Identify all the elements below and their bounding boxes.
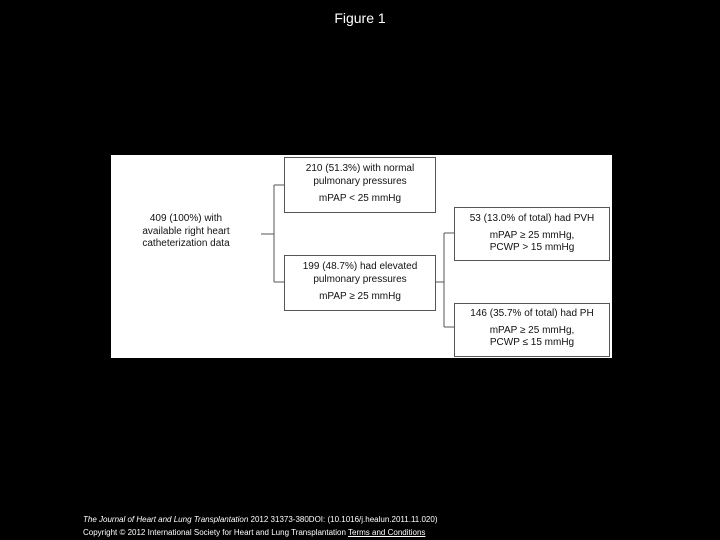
ph-criteria-2: PCWP ≤ 15 mmHg <box>489 337 575 348</box>
root-line-2: available right heart <box>142 225 230 237</box>
elevated-pressures-node <box>284 255 436 311</box>
citation <box>83 513 437 539</box>
journal-name: The Journal of Heart and Lung Transplantation <box>83 515 249 524</box>
citation-line-2 <box>83 526 437 539</box>
pvh-heading: 53 (13.0% of total) had PVH <box>469 213 595 224</box>
pvh-node <box>454 207 610 261</box>
ph-node <box>454 303 610 357</box>
root-node <box>111 205 261 265</box>
citation-line-1 <box>83 513 437 526</box>
normal-pressures-node <box>284 157 436 213</box>
slide-title: Figure 1 <box>334 10 386 26</box>
elevated-line-2: pulmonary pressures <box>313 273 407 285</box>
pvh-criteria-2: PCWP > 15 mmHg <box>489 242 575 253</box>
elevated-criteria: mPAP ≥ 25 mmHg <box>319 291 401 302</box>
root-line-3: catheterization data <box>142 238 230 249</box>
normal-line-2: pulmonary pressures <box>313 175 407 187</box>
normal-criteria: mPAP < 25 mmHg <box>318 193 402 204</box>
pvh-criteria-1: mPAP ≥ 25 mmHg, <box>489 229 575 241</box>
root-line-1: 409 (100%) with <box>149 213 223 224</box>
terms-and-conditions-link[interactable]: Terms and Conditions <box>348 528 426 537</box>
normal-line-1: 210 (51.3%) with normal <box>305 163 415 174</box>
citation-details: 2012 31373-380DOI: (10.1016/j.healun.2011.11.020) <box>248 515 438 524</box>
ph-heading: 146 (35.7% of total) had PH <box>470 308 594 319</box>
elevated-line-1: 199 (48.7%) had elevated <box>302 261 418 272</box>
flowchart-figure <box>111 155 612 358</box>
ph-criteria-1: mPAP ≥ 25 mmHg, <box>489 324 575 336</box>
copyright-text: Copyright © 2012 International Society for Heart and Lung Transplantation <box>83 528 346 537</box>
